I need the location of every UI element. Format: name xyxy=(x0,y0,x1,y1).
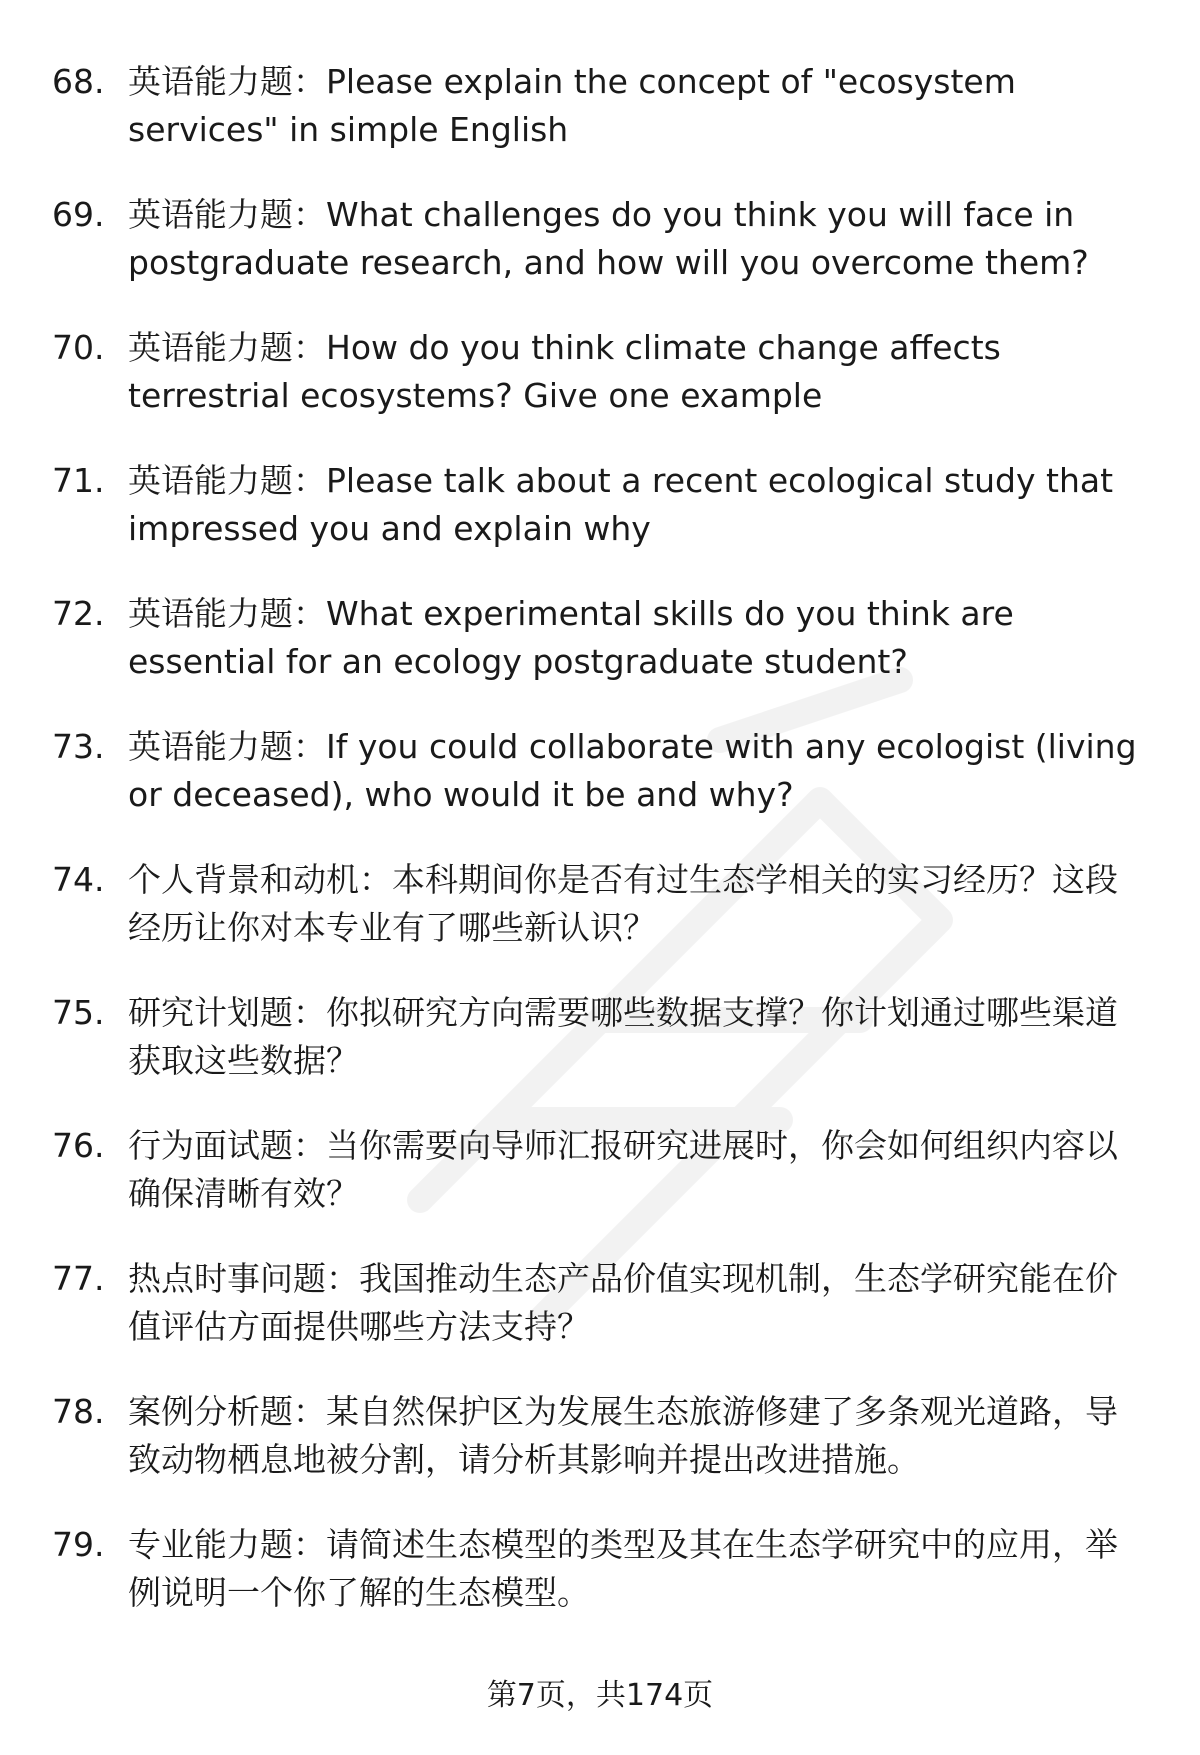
question-item xyxy=(0,191,1200,324)
question-text: 英语能力题：How do you think climate change affects terrestrial ecosystems? Give one example xyxy=(128,328,1001,415)
question-number: 76. xyxy=(52,1126,105,1165)
question-text: 个人背景和动机：本科期间你是否有过生态学相关的实习经历？这段经历让你对本专业有了哪些新认识？ xyxy=(128,860,1118,947)
question-number: 78. xyxy=(52,1392,105,1431)
page-number-label: 第7页，共174页 xyxy=(486,1678,714,1713)
question-item xyxy=(0,856,1200,989)
question-item xyxy=(0,1521,1200,1654)
question-text: 英语能力题：What challenges do you think you will face in postgraduate research, and how will you overcome them? xyxy=(128,195,1089,282)
question-number: 69. xyxy=(52,195,105,234)
question-text: 行为面试题：当你需要向导师汇报研究进展时，你会如何组织内容以确保清晰有效？ xyxy=(128,1126,1118,1213)
question-number: 74. xyxy=(52,860,105,899)
page-footer xyxy=(0,1676,1200,1716)
question-number: 70. xyxy=(52,328,105,367)
question-item xyxy=(0,1388,1200,1521)
question-item xyxy=(0,324,1200,457)
question-number: 73. xyxy=(52,727,105,766)
question-text: 英语能力题：If you could collaborate with any ecologist (living or deceased), who would it be and why? xyxy=(128,727,1137,814)
question-item xyxy=(0,58,1200,191)
question-item xyxy=(0,457,1200,590)
question-number: 75. xyxy=(52,993,105,1032)
question-text: 英语能力题：Please talk about a recent ecological study that impressed you and explain why xyxy=(128,461,1114,548)
question-number: 68. xyxy=(52,62,105,101)
question-item xyxy=(0,989,1200,1122)
question-item xyxy=(0,723,1200,856)
question-text: 研究计划题：你拟研究方向需要哪些数据支撑？你计划通过哪些渠道获取这些数据？ xyxy=(128,993,1118,1080)
question-text: 专业能力题：请简述生态模型的类型及其在生态学研究中的应用，举例说明一个你了解的生态模型。 xyxy=(128,1525,1118,1612)
question-text: 英语能力题：What experimental skills do you think are essential for an ecology postgraduate student? xyxy=(128,594,1014,681)
question-text: 英语能力题：Please explain the concept of "ecosystem services" in simple English xyxy=(128,62,1016,149)
question-text: 案例分析题：某自然保护区为发展生态旅游修建了多条观光道路，导致动物栖息地被分割，请分析其影响并提出改进措施。 xyxy=(128,1392,1118,1479)
question-item xyxy=(0,1255,1200,1388)
question-item xyxy=(0,590,1200,723)
question-item xyxy=(0,1122,1200,1255)
question-number: 77. xyxy=(52,1259,105,1298)
question-list xyxy=(0,58,1200,1654)
question-text: 热点时事问题：我国推动生态产品价值实现机制，生态学研究能在价值评估方面提供哪些方法支持？ xyxy=(128,1259,1118,1346)
question-number: 72. xyxy=(52,594,105,633)
question-number: 71. xyxy=(52,461,105,500)
question-number: 79. xyxy=(52,1525,105,1564)
